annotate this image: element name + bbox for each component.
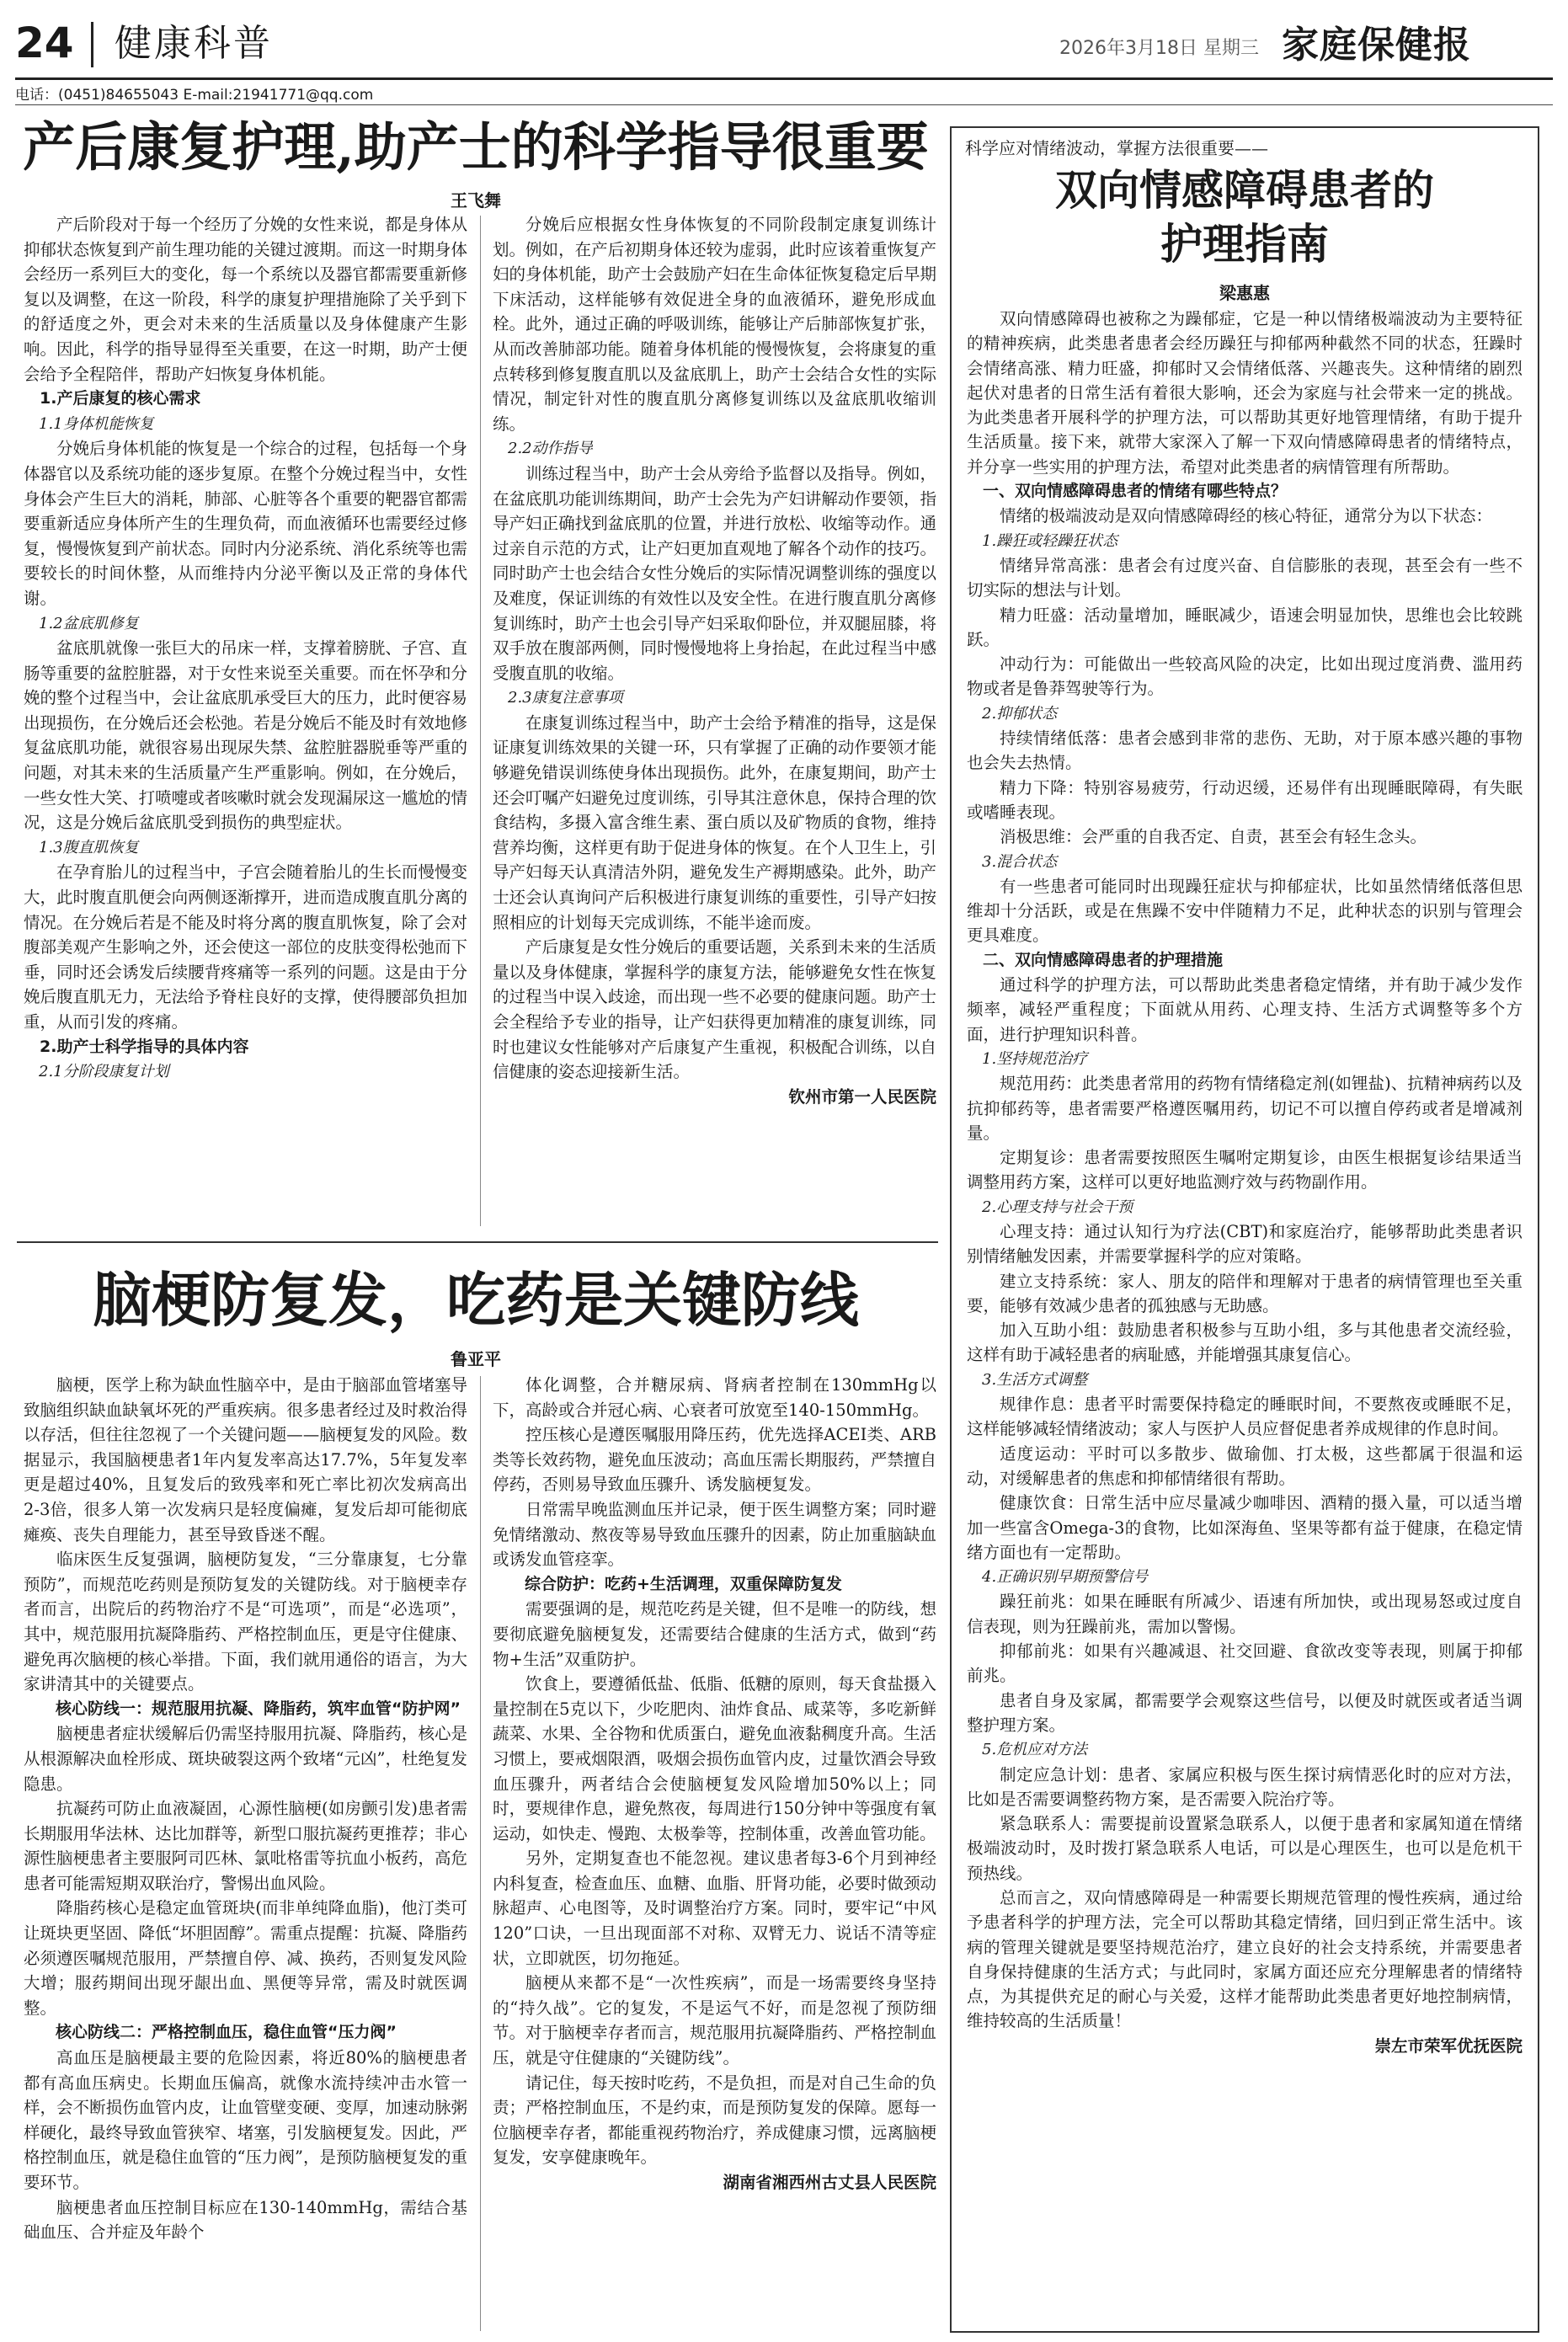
section-heading: 一、双向情感障碍患者的情绪有哪些特点？ [983, 482, 1288, 501]
paragraph: 脑梗患者症状缓解后仍需坚持服用抗凝、降脂药，核心是从根源解决血栓形成、斑块破裂这两个致堵“元凶”，杜绝复发隐患。 [24, 1724, 467, 1794]
paragraph: 总而言之，双向情感障碍是一种需要长期规范管理的慢性疾病，通过给予患者科学的护理方法，完全可以帮助其稳定情绪，回归到正常生活中。该病的管理关键就是要坚持规范治疗，建立良好的社会支持系统，并需要患者自身保持健康的生活方式；与此同时，家属方面还应充分理解患者的情绪特点，为其提供充足的耐心与关爱，这样才能帮助此类患者更好地控制病情，维持较高的生活质量！ [967, 1888, 1523, 2031]
paragraph: 规律作息：患者平时需要保持稳定的睡眠时间，不要熬夜或睡眠不足，这样能够减轻情绪波动；家人与医护人员应督促患者养成规律的作息时间。 [967, 1395, 1523, 1439]
article2-column-1 [24, 1373, 467, 2333]
subsection-heading: 4.正确识别早期预警信号 [982, 1568, 1149, 1587]
article-divider [17, 1241, 938, 1243]
paragraph: 训练过程当中，助产士会从旁给予监督以及指导。例如，在盆底肌功能训练期间，助产士会先为产妇讲解动作要领，指导产妇正确找到盆底肌的位置，并进行放松、收缩等动作。通过亲自示范的方式，让产妇更加直观地了解各个动作的技巧。同时助产士也会结合女性分娩后的实际情况调整训练的强度以及难度，保证训练的有效性以及安全性。在进行腹直肌分离修复训练时，助产士也会引导产妇采取仰卧位，并双腿屈膝，将双手放在腹部两侧，同时慢慢地将上身抬起，在此过程当中感受腹直肌的收缩。 [493, 463, 936, 683]
paragraph: 脑梗从来都不是“一次性疾病”，而是一场需要终身坚持的“持久战”。它的复发，不是运气不好，而是忽视了预防细节。对于脑梗幸存者而言，规范服用抗凝降脂药、严格控制血压，就是守住健康的“关键防线”。 [493, 1973, 936, 2068]
subsection-heading: 5.危机应对方法 [982, 1741, 1088, 1759]
paragraph: 消极思维：会严重的自我否定、自责，甚至会有轻生念头。 [1000, 827, 1427, 847]
article1-author: 王飞舞 [451, 190, 501, 211]
paragraph: 高血压是脑梗最主要的危险因素，将近80%的脑梗患者都有高血压病史。长期血压偏高，就像水流持续冲击水管一样，会不断损伤血管内皮，让血管壁变硬、变厚，加速动脉粥样硬化，最终导致血管狭窄、堵塞，引发脑梗复发。因此，严格控制血压，就是稳住血管的“压力阀”，是预防脑梗复发的重要环节。 [24, 2048, 467, 2192]
subsection-heading: 1.坚持规范治疗 [982, 1049, 1088, 1068]
paragraph: 在孕育胎儿的过程当中，子宫会随着胎儿的生长而慢慢变大，此时腹直肌便会向两侧逐渐撑开，进而造成腹直肌分离的情况。在分娩后若是不能及时将分离的腹直肌恢复，除了会对腹部美观产生影响之外，还会使这一部位的皮肤变得松弛而下垂，同时还会诱发后续腰背疼痛等一系列的问题。这是由于分娩后腹直肌无力，无法给予脊柱良好的支撑，使得腰部负担加重，从而引发的疼痛。 [24, 862, 467, 1032]
paragraph: 制定应急计划：患者、家属应积极与医生探讨病情恶化时的应对方法，比如是否需要调整药物方案，是否需要入院治疗等。 [967, 1764, 1523, 1809]
article3-author: 梁惠惠 [1219, 283, 1270, 303]
paragraph: 加入互助小组：鼓励患者积极参与互助小组，多与其他患者交流经验，这样有助于减轻患者的病耻感，并能增强其康复信心。 [967, 1320, 1523, 1365]
page-number: 24 [15, 19, 74, 67]
paragraph: 请记住，每天按时吃药，不是负担，而是对自己生命的负责；严格控制血压，不是约束，而是预防复发的保障。愿每一位脑梗幸存者，都能重视药物治疗，养成健康习惯，远离脑梗复发，安享健康晚年。 [493, 2073, 936, 2168]
paragraph: 产后阶段对于每一个经历了分娩的女性来说，都是身体从抑郁状态恢复到产前生理功能的关键过渡期。而这一时期身体会经历一系列巨大的变化，每一个系统以及器官都需要重新修复以及调整，在这一阶段，科学的康复护理措施除了关乎到下的舒适度之外，更会对未来的生活质量以及身体健康产生影响。因此，科学的指导显得至关重要，在这一时期，助产士便会给予全程陪伴，帮助产妇恢复身体机能。 [24, 215, 467, 384]
paragraph: 体化调整，合并糖尿病、肾病者控制在130mmHg以下，高龄或合并冠心病、心衰者可放宽至140-150mmHg。 [493, 1375, 936, 1420]
paragraph: 抗凝药可防止血液凝固，心源性脑梗(如房颤引发)患者需长期服用华法林、达比加群等，新型口服抗凝药更推荐；非心源性脑梗患者主要服阿司匹林、氯吡格雷等抗血小板药，高危患者可能需短期双联治疗，警惕出血风险。 [24, 1799, 467, 1893]
article3-title-line1: 双向情感障碍患者的 [1055, 165, 1434, 215]
article1-title: 产后康复护理,助产士的科学指导很重要 [23, 116, 929, 178]
header-rule-thin [15, 104, 1553, 105]
paragraph: 饮食上，要遵循低盐、低脂、低糖的原则，每天食盐摄入量控制在5克以下，少吃肥肉、油炸食品、咸菜等，多吃新鲜蔬菜、水果、全谷物和优质蛋白，避免血液黏稠度升高。生活习惯上，要戒烟限酒，吸烟会损伤血管内皮，过量饮酒会导致血压骤升，两者结合会使脑梗复发风险增加50%以上；同时，要规律作息，避免熬夜，每周进行150分钟中等强度有氧运动，如快走、慢跑、太极拳等，控制体重，改善血管功能。 [493, 1674, 936, 1843]
header-rule [15, 77, 1553, 80]
paragraph: 冲动行为：可能做出一些较高风险的决定，比如出现过度消费、滥用药物或者是鲁莽驾驶等行为。 [967, 654, 1523, 699]
subsection-heading: 1.3腹直肌恢复 [39, 838, 139, 856]
article2-column-2 [493, 1373, 936, 2333]
paragraph: 需要强调的是，规范吃药是关键，但不是唯一的防线，想要彻底避免脑梗复发，还需要结合健康的生活方式，做到“药物+生活”双重防护。 [493, 1599, 936, 1669]
paragraph: 心理支持：通过认知行为疗法(CBT)和家庭治疗，能够帮助此类患者识别情绪触发因素，并需要掌握科学的应对策略。 [967, 1221, 1523, 1267]
article2-author: 鲁亚平 [451, 1349, 501, 1369]
paragraph: 通过科学的护理方法，可以帮助此类患者稳定情绪，并有助于减少发作频率，减轻严重程度；下面就从用药、心理支持、生活方式调整等多个方面，进行护理知识科普。 [967, 975, 1523, 1044]
column-divider [480, 216, 481, 1226]
paragraph: 分娩后应根据女性身体恢复的不同阶段制定康复训练计划。例如，在产后初期身体还较为虚弱，此时应该着重恢复产妇的身体机能，助产士会鼓励产妇在生命体征恢复稳定后早期下床活动，这样能够有效促进全身的血液循环，避免形成血栓。此外，通过正确的呼吸训练，能够让产后肺部恢复扩张，从而改善肺部功能。随着身体机能的慢慢恢复，会将康复的重点转移到修复腹直肌以及盆底肌上，助产士会结合女性的实际情况，制定针对性的腹直肌分离修复训练以及盆底肌收缩训练。 [493, 215, 936, 434]
article2-title: 脑梗防复发，吃药是关键防线 [93, 1265, 859, 1335]
paragraph: 紧急联系人：需要提前设置紧急联系人，以便于患者和家属知道在情绪极端波动时，及时拨打紧急联系人电话，可以是心理医生，也可以是危机干预热线。 [967, 1814, 1523, 1883]
publication-date: 2026年3月18日 星期三 [1059, 38, 1259, 59]
paragraph: 分娩后身体机能的恢复是一个综合的过程，包括每一个身体器官以及系统功能的逐步复原。在整个分娩过程当中，女性身体会产生巨大的消耗，肺部、心脏等各个重要的靶器官都需要重新适应身体所产生的生理负荷，而血液循环也需要经过修复，慢慢恢复到产前状态。同时内分泌系统、消化系统等也需要较长的时间休整，从而维持内分泌平衡以及正常的身体代谢。 [24, 439, 467, 608]
section-heading: 二、双向情感障碍患者的护理措施 [983, 950, 1224, 969]
paragraph: 患者自身及家属，都需要学会观察这些信号，以便及时就医或者适当调整护理方案。 [967, 1690, 1523, 1735]
section-name: 健康科普 [115, 22, 273, 65]
paragraph: 脑梗，医学上称为缺血性脑卒中，是由于脑部血管堵塞导致脑组织缺血缺氧坏死的严重疾病。很多患者经过及时救治得以存活，但往往忽视了一个关键问题——脑梗复发的风险。数据显示，我国脑梗患者1年内复发率高达17.7%，5年复发率更是超过40%，且复发后的致残率和死亡率比初次发病高出2-3倍，很多人第一次发病只是轻度偏瘫，复发后却可能彻底瘫痪、丧失自理能力，甚至导致昏迷不醒。 [24, 1375, 467, 1544]
subsection-heading: 2.2动作指导 [508, 440, 593, 458]
bold-heading: 综合防护：吃药+生活调理，双重保障防复发 [525, 1574, 842, 1593]
paragraph: 情绪的极端波动是双向情感障碍经的核心特征，通常分为以下状态： [1000, 506, 1493, 526]
subsection-heading: 2.抑郁状态 [982, 704, 1058, 723]
paragraph: 持续情绪低落：患者会感到非常的悲伤、无助，对于原本感兴趣的事物也会失去热情。 [967, 728, 1523, 773]
paragraph: 精力下降：特别容易疲劳，行动迟缓，还易伴有出现睡眠障碍，有失眠或嗜睡表现。 [967, 777, 1523, 822]
article1-column-2 [493, 212, 936, 1230]
bold-heading: 核心防线二：严格控制血压，稳住血管“压力阀” [56, 2023, 397, 2042]
subsection-heading: 3.混合状态 [982, 852, 1058, 871]
column-divider [480, 1376, 481, 2331]
paragraph: 躁狂前兆：如果在睡眠有所减少、语速有所加快，或出现易怒或过度自信表现，则为狂躁前兆，需加以警惕。 [967, 1592, 1523, 1636]
subsection-heading: 1.躁狂或轻躁狂状态 [982, 531, 1118, 550]
newspaper-name: 家庭保健报 [1282, 24, 1471, 67]
paragraph: 另外，定期复查也不能忽视。建议患者每3-6个月到神经内科复查，检查血压、血糖、血脂、肝肾功能，必要时做颈动脉超声、心电图等，及时调整治疗方案。同时，要牢记“中风120”口诀，一旦出现面部不对称、双臂无力、说话不清等症状，立即就医，切勿拖延。 [493, 1849, 936, 1968]
subsection-heading: 3.生活方式调整 [982, 1370, 1088, 1389]
subsection-heading: 2.心理支持与社会干预 [982, 1198, 1133, 1216]
paragraph: 精力旺盛：活动量增加，睡眠减少，语速会明显加快，思维也会比较跳跃。 [967, 605, 1523, 649]
bold-heading: 核心防线一：规范服用抗凝、降脂药，筑牢血管“防护网” [56, 1699, 461, 1718]
subsection-heading: 1.1身体机能恢复 [39, 414, 154, 433]
article1-column-1 [24, 212, 467, 1230]
subsection-heading: 2.3康复注意事项 [508, 689, 623, 707]
paragraph: 日常需早晚监测血压并记录，便于医生调整方案；同时避免情绪激动、熬夜等易导致血压骤升的因素，防止加重脑缺血或诱发血管痉挛。 [493, 1499, 936, 1570]
paragraph: 定期复诊：患者需要按照医生嘱咐定期复诊，由医生根据复诊结果适当调整用药方案，这样可以更好地监测疗效与药物副作用。 [967, 1148, 1523, 1192]
header-separator [91, 22, 93, 67]
paragraph: 脑梗患者血压控制目标应在130-140mmHg，需结合基础血压、合并症及年龄个 [24, 2197, 467, 2243]
source-attribution: 钦州市第一人民医院 [788, 1086, 936, 1107]
section-heading: 2.助产士科学指导的具体内容 [40, 1037, 249, 1056]
source-attribution: 湖南省湘西州古丈县人民医院 [723, 2173, 936, 2192]
contact-info: 电话：(0451)84655043 E-mail:21941771@qq.com [15, 87, 374, 104]
paragraph: 盆底肌就像一张巨大的吊床一样，支撑着膀胱、子宫、直肠等重要的盆腔脏器，对于女性来说至关重要。而在怀孕和分娩的整个过程当中，会让盆底肌承受巨大的压力，此时便容易出现损伤，在分娩后还会松弛。若是分娩后不能及时有效地修复盆底肌功能，就很容易出现尿失禁、盆腔脏器脱垂等严重的问题，对其未来的生活质量产生严重影响。例如，在分娩后，一些女性大笑、打喷嚏或者咳嗽时就会发现漏尿这一尴尬的情况，这是分娩后盆底肌受到损伤的典型症状。 [24, 638, 467, 833]
paragraph: 规范用药：此类患者常用的药物有情绪稳定剂(如锂盐)、抗精神病药以及抗抑郁药等，患者需要严格遵医嘱用药，切记不可以擅自停药或者是增减剂量。 [967, 1074, 1523, 1143]
paragraph: 控压核心是遵医嘱服用降压药，优先选择ACEI类、ARB类等长效药物，避免血压波动；高血压需长期服药，严禁擅自停药，否则易导致血压骤升、诱发脑梗复发。 [493, 1425, 936, 1495]
article3-body [967, 307, 1523, 2326]
article3-kicker: 科学应对情绪波动，掌握方法很重要—— [965, 138, 1268, 158]
paragraph: 在康复训练过程当中，助产士会给予精准的指导，这是保证康复训练效果的关键一环，只有掌握了正确的动作要领才能够避免错误训练使身体出现损伤。此外，在康复期间，助产士还会叮嘱产妇避免过度训练，引导其注意休息，保持合理的饮食结构，多摄入富含维生素、蛋白质以及矿物质的食物，维持营养均衡，这样更有助于促进身体的恢复。在个人卫生上，引导产妇每天认真清洁外阴，避免发生产褥期感染。此外，助产士还会认真询问产后积极进行康复训练的重要性，引导产妇按照相应的计划每天完成训练，不能半途而废。 [493, 712, 936, 932]
paragraph: 临床医生反复强调，脑梗防复发，“三分靠康复，七分靠预防”，而规范吃药则是预防复发的关键防线。对于脑梗幸存者而言，出院后的药物治疗不是“可选项”，而是“必选项”，其中，规范服用抗凝降脂药、严格控制血压，更是守住健康、避免再次脑梗的核心举措。下面，我们就用通俗的语言，为大家讲清其中的关键要点。 [24, 1550, 467, 1694]
paragraph: 抑郁前兆：如果有兴趣减退、社交回避、食欲改变等表现，则属于抑郁前兆。 [967, 1641, 1523, 1686]
paragraph: 降脂药核心是稳定血管斑块(而非单纯降血脂)，他汀类可让斑块更坚固、降低“坏胆固醇”。需重点提醒：抗凝、降脂药必须遵医嘱规范服用，严禁擅自停、减、换药，否则复发风险大增；服药期间出现牙龈出血、黑便等异常，需及时就医调整。 [24, 1898, 467, 2018]
section-heading: 1.产后康复的核心需求 [40, 389, 201, 408]
paragraph: 有一些患者可能同时出现躁狂症状与抑郁症状，比如虽然情绪低落但思维却十分活跃，或是在焦躁不安中伴随精力不足，此种状态的识别与管理会更具难度。 [967, 876, 1523, 946]
paragraph: 情绪异常高涨：患者会有过度兴奋、自信膨胀的表现，甚至会有一些不切实际的想法与计划。 [967, 555, 1523, 600]
source-attribution: 崇左市荣军优抚医院 [1374, 2035, 1523, 2056]
subsection-heading: 2.1分阶段康复计划 [39, 1063, 169, 1081]
article3-title-line2: 护理指南 [1160, 219, 1329, 269]
paragraph: 适度运动：平时可以多散步、做瑜伽、打太极，这些都属于很温和运动，对缓解患者的焦虑和抑郁情绪很有帮助。 [967, 1443, 1523, 1488]
paragraph: 双向情感障碍也被称之为躁郁症，它是一种以情绪极端波动为主要特征的精神疾病，此类患者患者会经历躁狂与抑郁两种截然不同的状态，狂躁时会情绪高涨、精力旺盛，抑郁时又会情绪低落、兴趣丧失。这种情绪的剧烈起伏对患者的日常生活有着很大影响，还会为家庭与社会带来一定的挑战。为此类患者开展科学的护理方法，可以帮助其更好地管理情绪，有助于提升生活质量。接下来，就带大家深入了解一下双向情感障碍患者的情绪特点，并分享一些实用的护理方法，希望对此类患者的病情管理有所帮助。 [967, 309, 1523, 477]
paragraph: 建立支持系统：家人、朋友的陪伴和理解对于患者的病情管理也至关重要，能够有效减少患者的孤独感与无助感。 [967, 1271, 1523, 1315]
paragraph: 健康饮食：日常生活中应尽量减少咖啡因、酒精的摄入量，可以适当增加一些富含Omega-3的食物，比如深海鱼、坚果等都有益于健康，在稳定情绪方面也有一定帮助。 [967, 1493, 1523, 1562]
paragraph: 产后康复是女性分娩后的重要话题，关系到未来的生活质量以及身体健康，掌握科学的康复方法，能够避免女性在恢复的过程当中误入歧途，而出现一些不必要的健康问题。助产士会全程给予专业的指导，让产妇获得更加精准的康复训练，同时也建议女性能够对产后康复产生重视，积极配合训练，以自信健康的姿态迎接新生活。 [493, 937, 936, 1082]
subsection-heading: 1.2盆底肌修复 [39, 614, 139, 632]
